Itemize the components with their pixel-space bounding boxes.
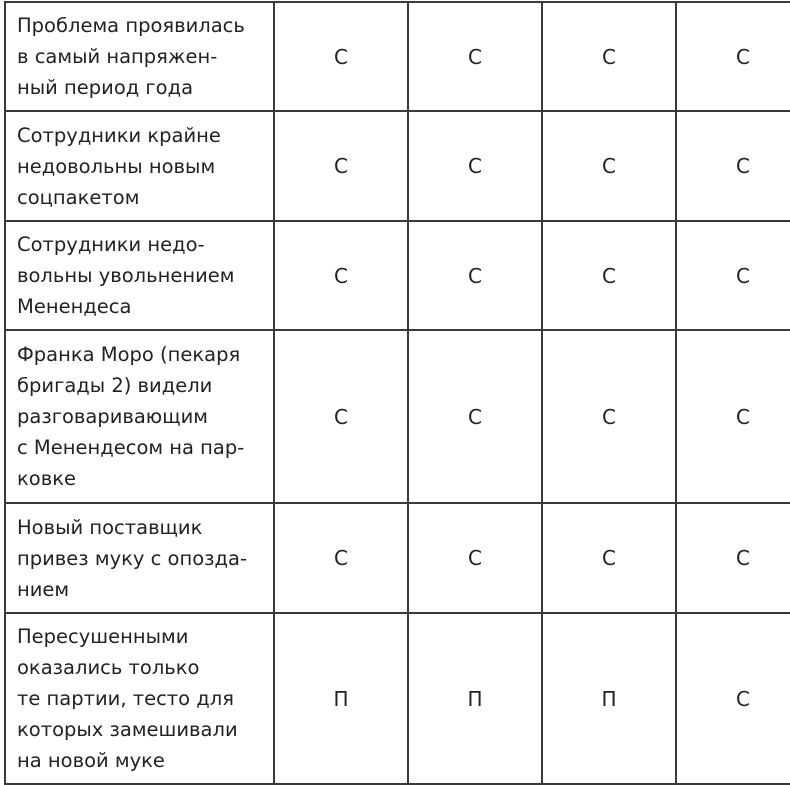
row-mark: П [542,613,676,784]
row-mark: С [676,613,790,784]
row-mark: С [676,111,790,221]
table-row [5,330,790,503]
row-mark: С [274,221,408,330]
row-mark: С [274,330,408,503]
row-mark: С [408,503,542,613]
row-mark: С [676,221,790,330]
table-row [5,221,790,330]
row-mark: С [542,111,676,221]
row-mark: С [542,503,676,613]
row-mark: С [542,221,676,330]
row-description: Проблема проявилась в самый напряжен- ный период года [5,2,274,111]
row-description: Пересушенными оказались только те партии, тесто для которых замешивали на новой муке [5,613,274,784]
row-mark: С [408,2,542,111]
row-mark: С [408,221,542,330]
row-description: Новый поставщик привез муку с опозда- нием [5,503,274,613]
table-row [5,503,790,613]
row-mark: П [274,613,408,784]
row-mark: С [542,330,676,503]
row-mark: С [676,330,790,503]
table-row [5,2,790,111]
row-description: Франка Моро (пекаря бригады 2) видели разговаривающим с Менендесом на пар- ковке [5,330,274,503]
row-mark: С [274,503,408,613]
row-mark: С [274,111,408,221]
row-description: Сотрудники недо- вольны увольнением Менендеса [5,221,274,330]
row-mark: С [408,111,542,221]
evidence-table [4,1,790,785]
table-row [5,613,790,784]
row-mark: С [274,2,408,111]
row-mark: С [676,2,790,111]
row-description: Сотрудники крайне недовольны новым соцпакетом [5,111,274,221]
row-mark: П [408,613,542,784]
row-mark: С [408,330,542,503]
table-row [5,111,790,221]
row-mark: С [542,2,676,111]
row-mark: С [676,503,790,613]
